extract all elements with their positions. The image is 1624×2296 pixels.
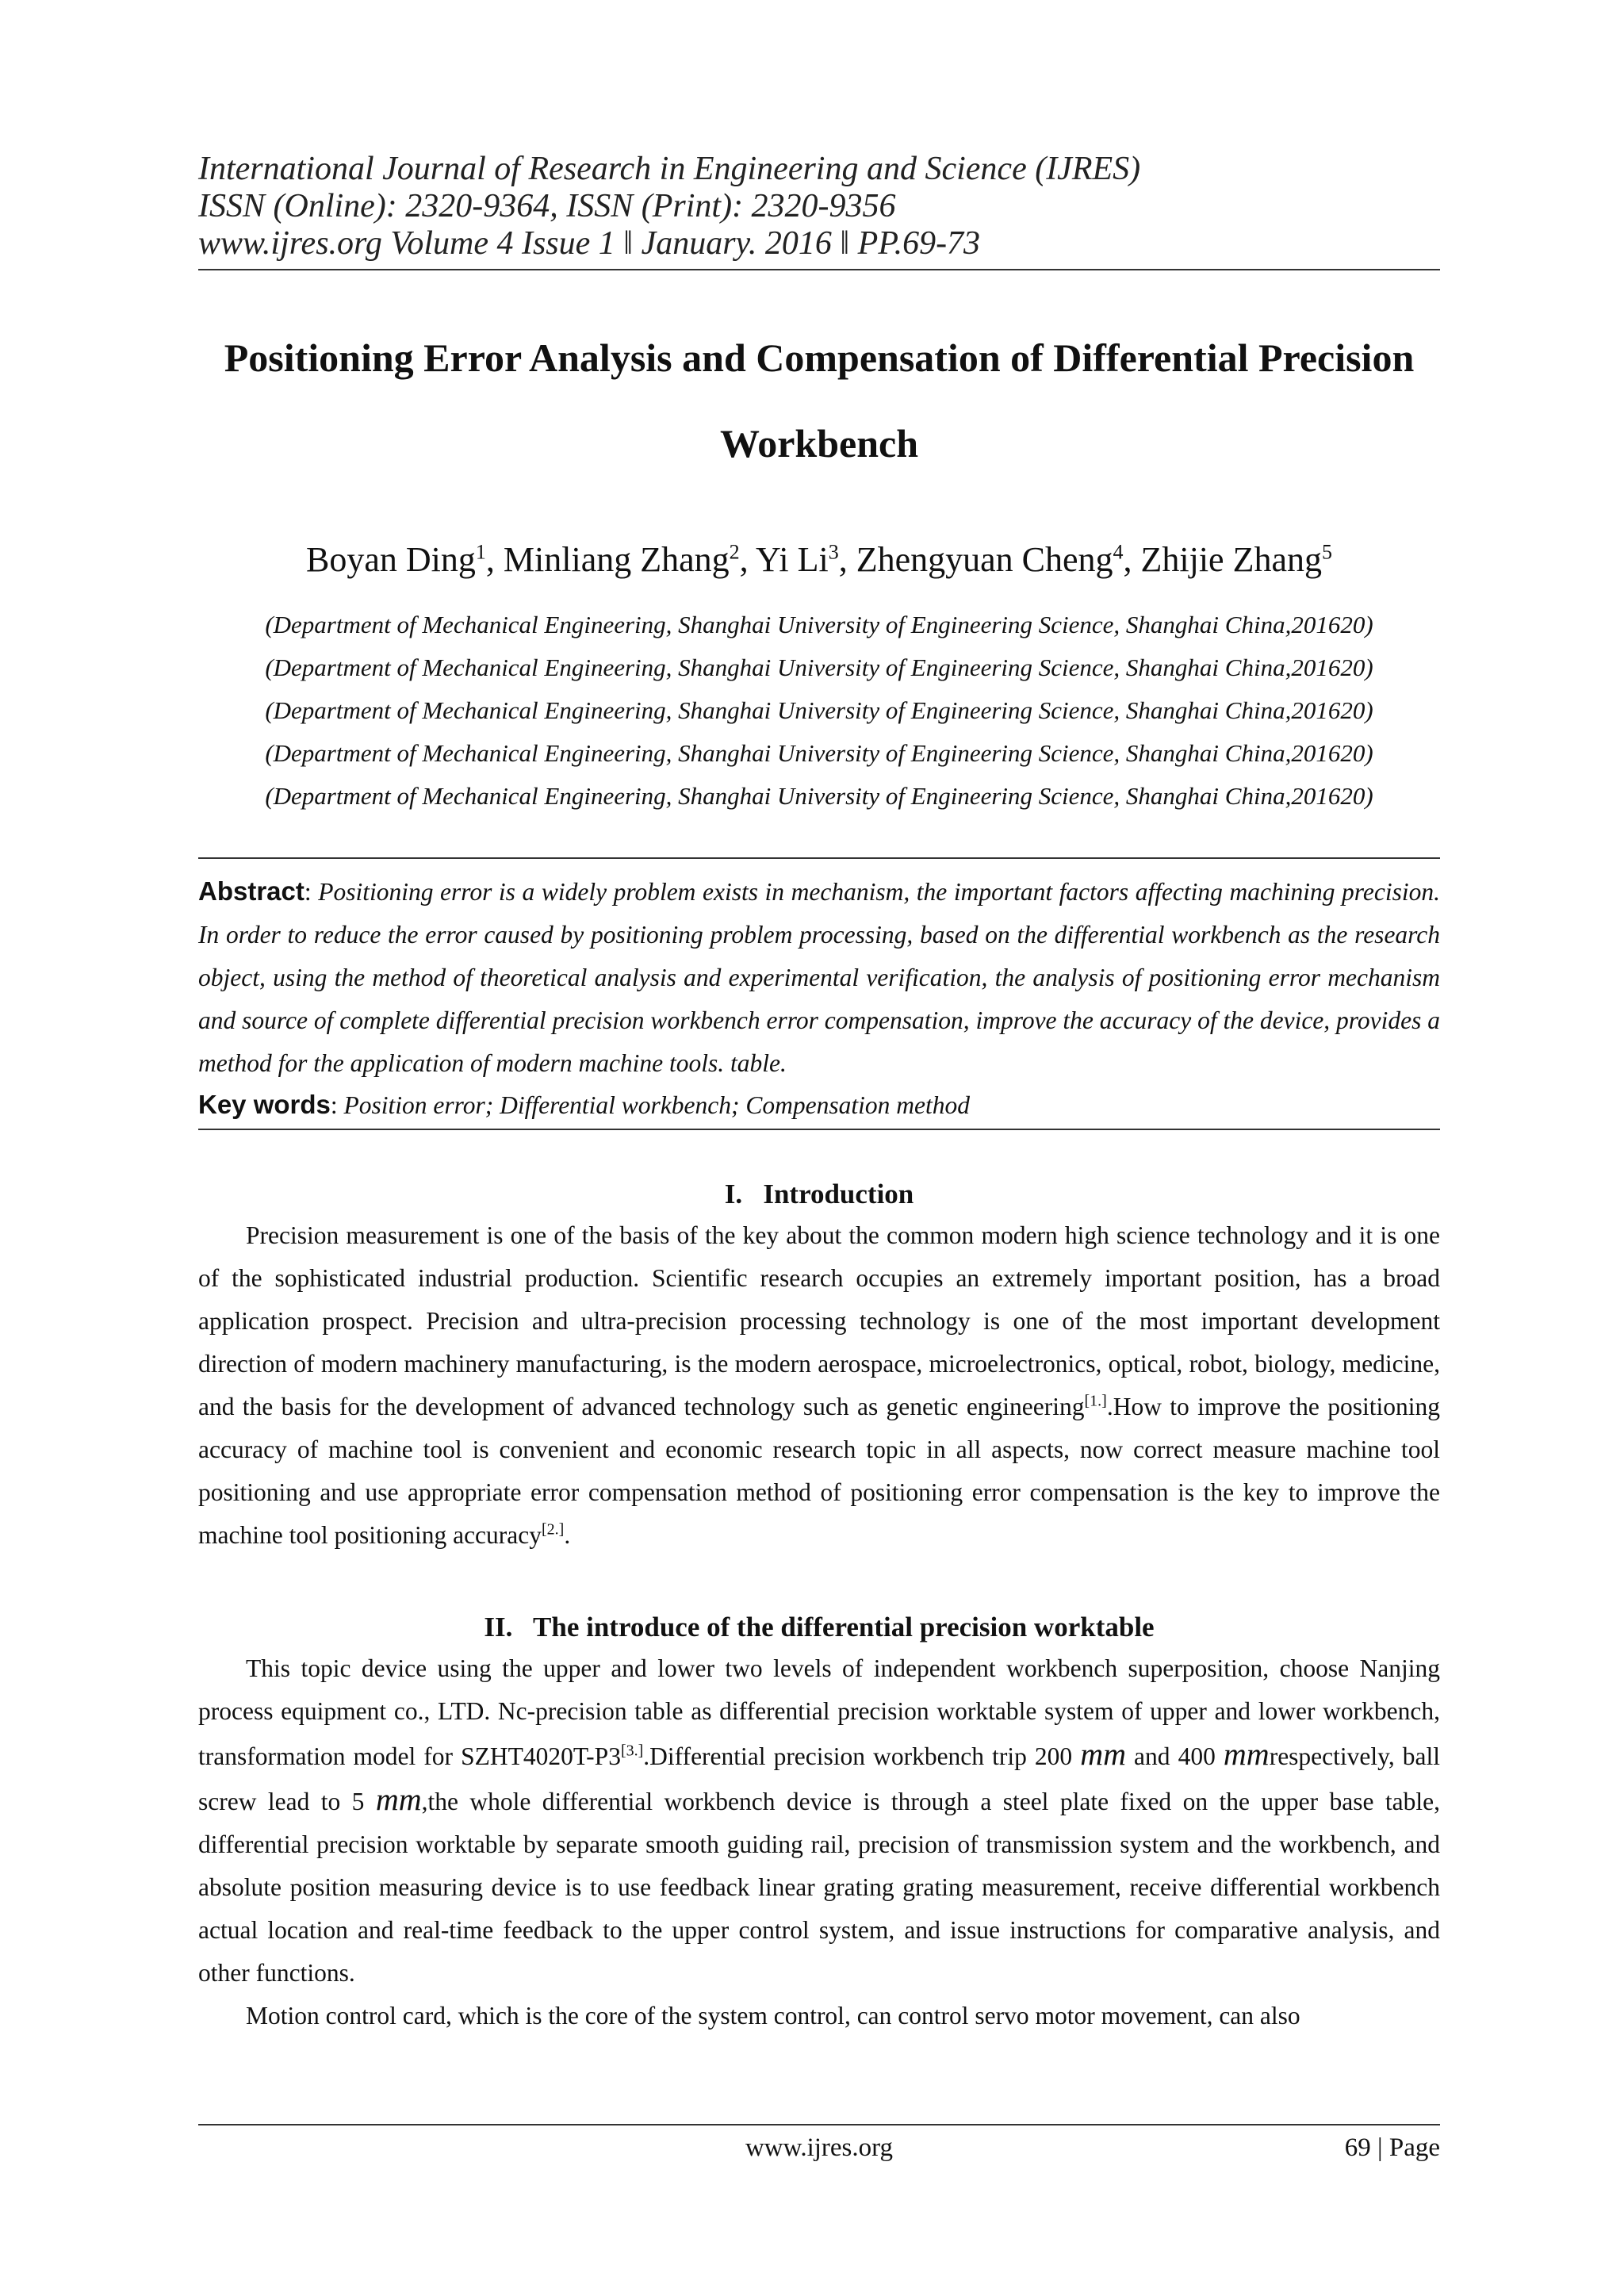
journal-header bbox=[198, 151, 1440, 263]
author: Minliang Zhang$^2$, bbox=[503, 540, 756, 579]
abstract-label: Abstract bbox=[198, 876, 304, 906]
motion-control-paragraph: Motion control card, which is the core of the system control, can control servo motor movement, can also bbox=[246, 2002, 1300, 2030]
abstract: Abstract: Positioning error is a widely problem exists in mechanism, the important factors affecting machining precision. In order to reduce the error caused by positioning problem processing, based on the differential workbench as the research object, using the method of theoretical analysis and experimental verification, the analysis of positioning error mechanism and source of complete differential precision workbench error compensation, improve the accuracy of the device, provides a method for the application of modern machine tools. table. bbox=[198, 876, 1440, 1077]
citation: [2.] bbox=[542, 1520, 565, 1539]
section-heading-worktable: II. The introduce of the differential precision worktable bbox=[484, 1612, 1155, 1642]
affiliation: (Department of Mechanical Engineering, Shanghai University of Engineering Science, Shanghai China,201620) bbox=[265, 739, 1373, 767]
paper-title: Positioning Error Analysis and Compensation of Differential Precision Workbench bbox=[224, 335, 1415, 466]
footer-website: www.ijres.org bbox=[745, 2133, 894, 2162]
citation: [3.] bbox=[620, 1742, 644, 1760]
author: Boyan Ding$^1$, bbox=[306, 540, 504, 579]
citation: [1.] bbox=[1084, 1392, 1107, 1410]
author: Zhijie Zhang$^5$ bbox=[1140, 540, 1332, 579]
affiliation: (Department of Mechanical Engineering, Shanghai University of Engineering Science, Shanghai China,201620) bbox=[265, 696, 1373, 724]
header-rule bbox=[198, 269, 1440, 270]
journal-volume: www.ijres.org Volume 4 Issue 1 ǁ January. 2016 ǁ PP.69-73 bbox=[198, 225, 981, 262]
keywords-text: Position error; Differential workbench; Compensation method bbox=[343, 1091, 970, 1119]
affiliation: (Department of Mechanical Engineering, Shanghai University of Engineering Science, Shanghai China,201620) bbox=[265, 611, 1373, 638]
author: Zhengyuan Cheng$^4$, bbox=[856, 540, 1141, 579]
keywords-label: Key words bbox=[198, 1090, 331, 1119]
footer-rule bbox=[198, 2124, 1440, 2125]
unit-mm: mm bbox=[375, 1781, 422, 1817]
page-number: 69 | Page bbox=[1344, 2133, 1440, 2162]
affiliation: (Department of Mechanical Engineering, Shanghai University of Engineering Science, Shanghai China,201620) bbox=[265, 782, 1373, 810]
keywords-bottom-rule bbox=[198, 1129, 1440, 1130]
abstract-top-rule bbox=[198, 857, 1440, 859]
author: Yi Li$^3$, bbox=[756, 540, 856, 579]
unit-mm: mm bbox=[1080, 1736, 1126, 1772]
affiliation: (Department of Mechanical Engineering, Shanghai University of Engineering Science, Shanghai China,201620) bbox=[265, 654, 1373, 681]
journal-name: International Journal of Research in Engineering and Science (IJRES) bbox=[198, 151, 1141, 187]
keywords: Key words: Position error; Differential workbench; Compensation method bbox=[198, 1090, 970, 1119]
unit-mm: mm bbox=[1223, 1736, 1270, 1772]
paper-page bbox=[198, 151, 1440, 2037]
abstract-text: Positioning error is a widely problem exists in mechanism, the important factors affecting machining precision. In order to reduce the error caused by positioning problem processing, based on the differential workbench as the research object, using the method of theoretical analysis and experimental verification, the analysis of positioning error mechanism and source of complete differential precision workbench error compensation, improve the accuracy of the device, provides a method for the application of modern machine tools. table. bbox=[198, 878, 1440, 1077]
section-heading-introduction: I. Introduction bbox=[724, 1179, 914, 1209]
introduction-paragraph: Precision measurement is one of the basis of the key about the common modern high science technology and it is one of the sophisticated industrial production. Scientific research occupies an extremely important position, has a broad application prospect. Precision and ultra-precision processing technology is one of the most important development direction of modern machinery manufacturing, is the modern aerospace, microelectronics, optical, robot, biology, medicine, and the basis for the development of advanced technology such as genetic engineering[1.].How to improve the positioning accuracy of machine tool is convenient and economic research topic in all aspects, now correct measure machine tool positioning and use appropriate error compensation method of positioning error compensation is the key to improve the machine tool positioning accuracy[2.]. bbox=[198, 1221, 1440, 1549]
journal-issn: ISSN (Online): 2320-9364, ISSN (Print): 2320-9356 bbox=[198, 188, 896, 224]
worktable-paragraph: This topic device using the upper and lower two levels of independent workbench superposition, choose Nanjing process equipment co., LTD. Nc-precision table as differential precision worktable system of upper and lower workbench, transformation model for SZHT4020T-P3[3.].Differential precision workbench trip 200 mm and 400 mmrespectively, ball screw lead to 5 mm,the whole differential workbench device is through a steel plate fixed on the upper base table, differential precision worktable by separate smooth guiding rail, precision of transmission system and the workbench, and absolute position measuring device is to use feedback linear grating grating measurement, receive differential workbench actual location and real-time feedback to the upper control system, and issue instructions for comparative analysis, and other functions. bbox=[198, 1654, 1441, 1987]
affiliation-list bbox=[198, 604, 1440, 818]
author-list bbox=[198, 537, 1440, 583]
